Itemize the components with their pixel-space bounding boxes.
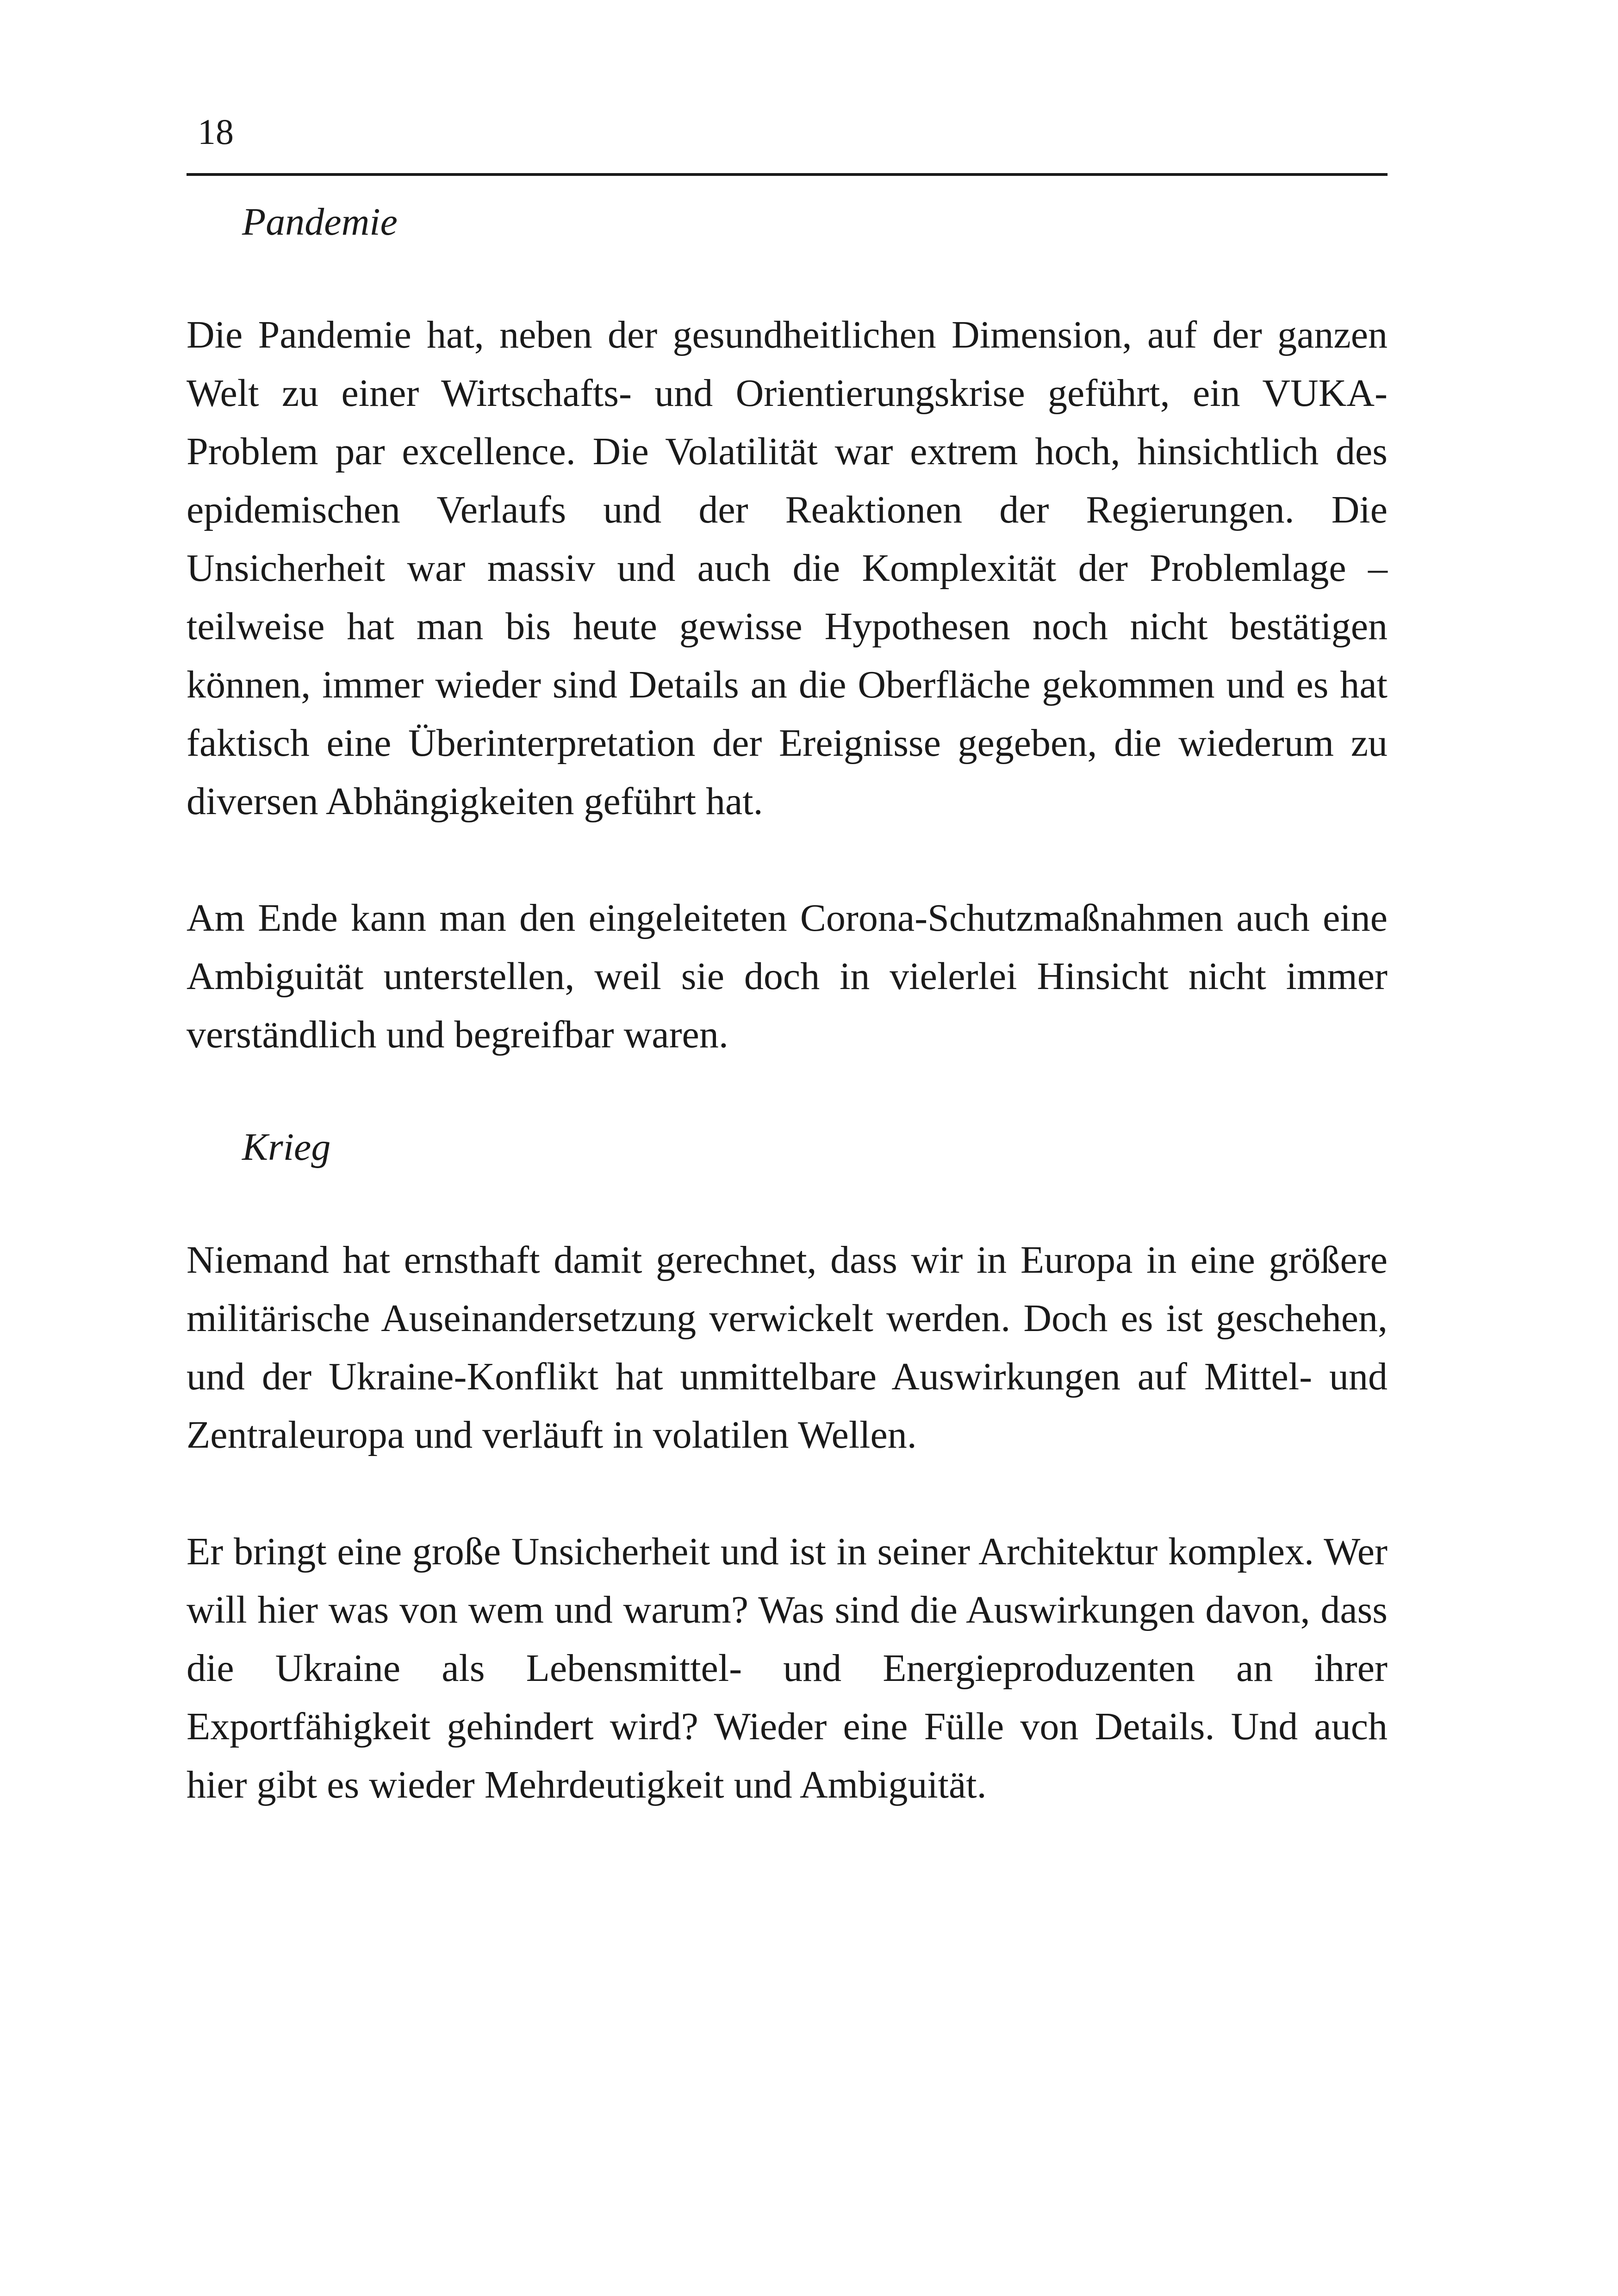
- section-heading-krieg: Krieg: [242, 1125, 331, 1169]
- page-header: [187, 106, 1388, 176]
- page-body: [187, 199, 1388, 1873]
- page-number: 18: [198, 112, 234, 152]
- paragraph: Niemand hat ernsthaft damit gerechnet, dass wir in Europa in eine größere militärische Auseinandersetzung verwickelt werden. Doch es ist geschehen, und der Ukraine-Konflikt hat unmittelbare Auswirkungen auf Mittel- und Zentraleuropa und verläuft in volatilen Wellen.: [187, 1238, 1388, 1456]
- section-heading-pandemie: Pandemie: [242, 200, 398, 243]
- paragraph: Er bringt eine große Unsicherheit und ist in seiner Architektur komplex. Wer will hier was von wem und warum? Was sind die Auswirkungen davon, dass die Ukraine als Lebensmittel- und Energieproduzenten an ihrer Exportfähigkeit gehindert wird? Wieder eine Fülle von Details. Und auch hier gibt es wieder Mehrdeutigkeit und Ambiguität.: [187, 1530, 1388, 1806]
- paragraph: Am Ende kann man den eingeleiteten Corona-Schutzmaßnahmen auch eine Ambiguität unterstellen, weil sie doch in vielerlei Hinsicht nicht immer verständlich und begreifbar waren.: [187, 896, 1388, 1056]
- paragraph: Die Pandemie hat, neben der gesundheitlichen Dimension, auf der ganzen Welt zu einer Wirtschafts- und Orientierungskrise geführt, ein VUKA-Problem par excellence. Die Volatilität war extrem hoch, hinsichtlich des epidemischen Verlaufs und der Reaktionen der Regierungen. Die Unsicherheit war massiv und auch die Komplexität der Problemlage – teilweise hat man bis heute gewisse Hypothesen noch nicht bestätigen können, immer wieder sind Details an die Oberfläche gekommen und es hat faktisch eine Überinterpretation der Ereignisse gegeben, die wiederum zu diversen Abhängigkeiten geführt hat.: [187, 313, 1388, 823]
